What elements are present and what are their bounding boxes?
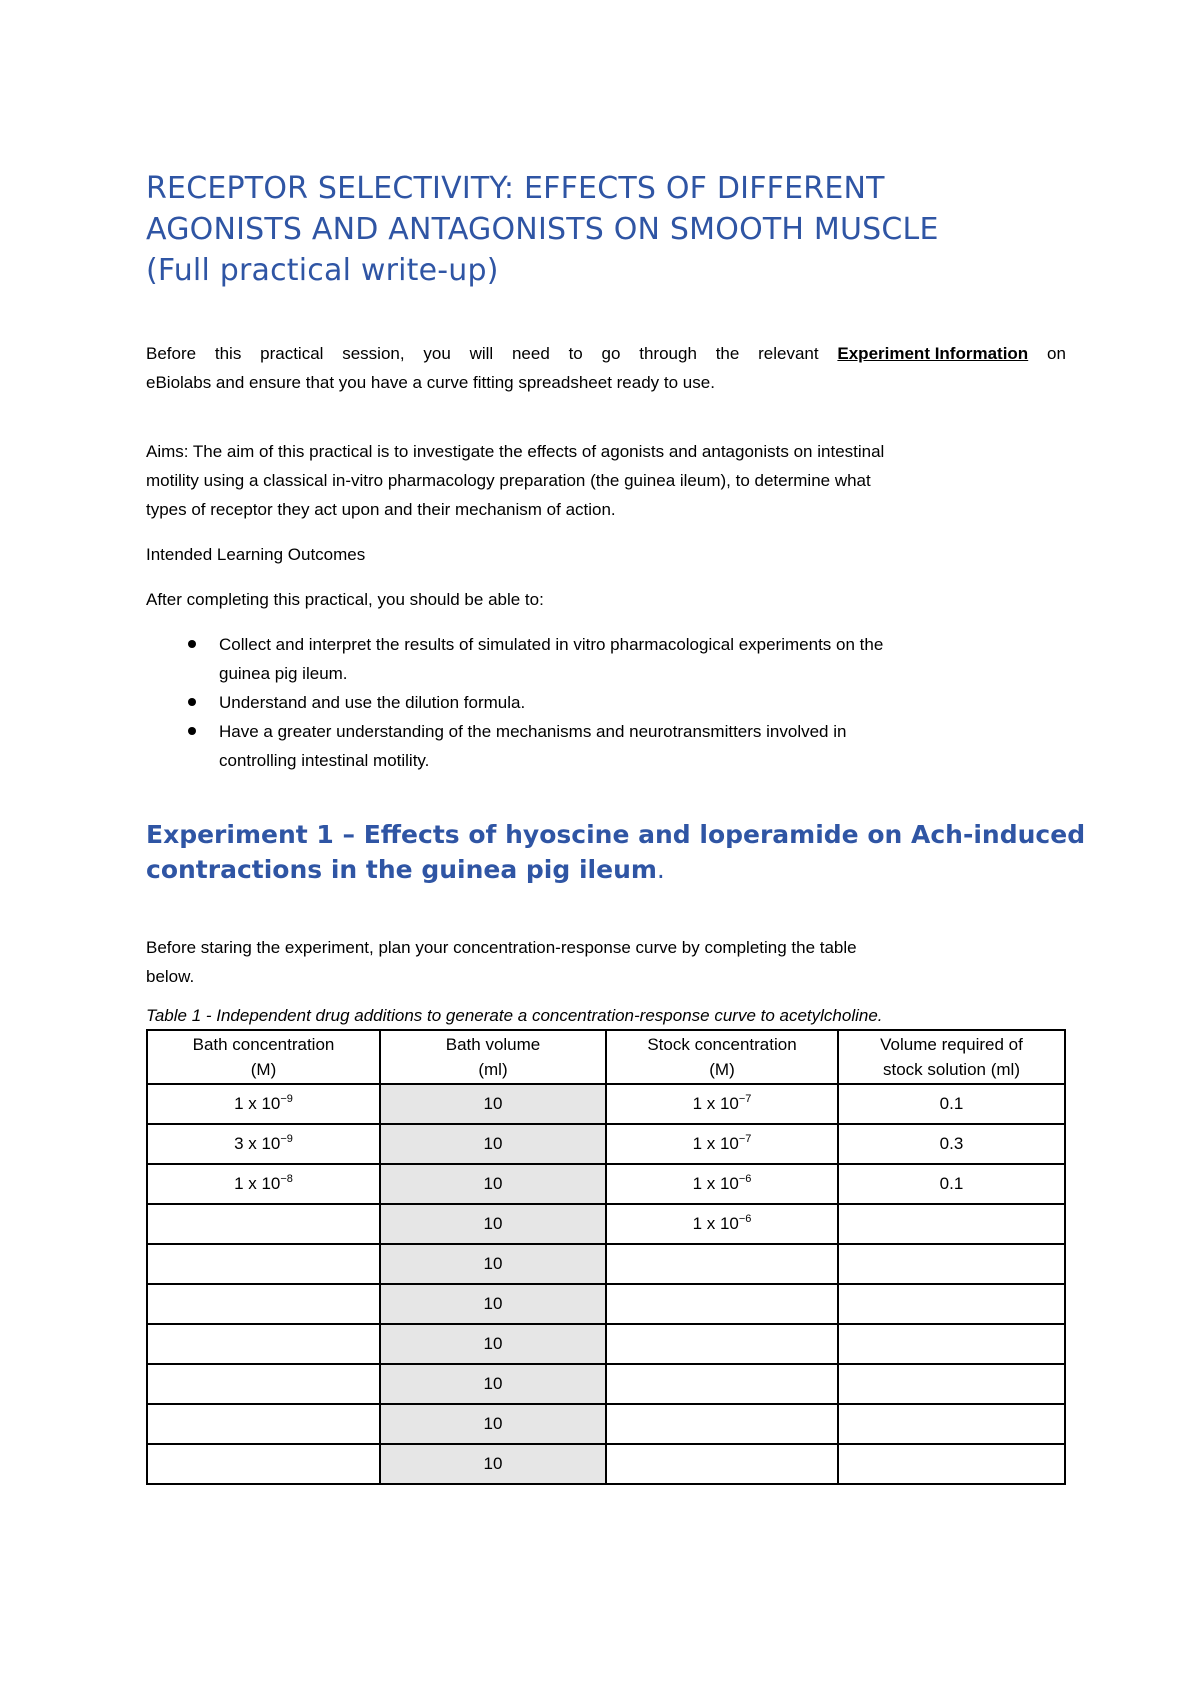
- value-mantissa: 3 x 10: [234, 1134, 281, 1153]
- plan-paragraph: [146, 933, 1066, 991]
- concentration-table: [146, 1029, 1066, 1485]
- header-stock-concentration: Stock concentration (M): [606, 1030, 838, 1084]
- document-title: [146, 168, 1066, 291]
- cell-volume-required: [838, 1204, 1065, 1244]
- table-row: [147, 1404, 1065, 1444]
- table-row: [147, 1084, 1065, 1124]
- cell-stock-concentration: [606, 1284, 838, 1324]
- value-exponent: −9: [280, 1133, 293, 1145]
- value-exponent: −9: [280, 1093, 293, 1105]
- outcome-list-item: [146, 717, 1066, 775]
- outcome-list-item: [146, 630, 1066, 688]
- value-exponent: −6: [738, 1173, 752, 1185]
- cell-bath-concentration: [147, 1084, 380, 1124]
- intro-word: go: [601, 344, 621, 363]
- cell-bath-concentration: [147, 1364, 380, 1404]
- table-row: [147, 1124, 1065, 1164]
- experiment-heading-line: Experiment 1 – Effects of hyoscine and loperamide on Ach-induced: [146, 820, 1086, 849]
- intro-word: need: [511, 344, 550, 363]
- value-mantissa: 1 x 10: [692, 1214, 739, 1233]
- table-body: [147, 1084, 1065, 1484]
- table-row: [147, 1444, 1065, 1484]
- value-mantissa: 1 x 10: [692, 1174, 739, 1193]
- experiment-information-link[interactable]: Experiment Information: [837, 344, 1029, 363]
- cell-stock-concentration: [606, 1124, 838, 1164]
- experiment-heading-text: contractions in the guinea pig ileum: [146, 855, 657, 884]
- aims-paragraph: [146, 437, 1066, 524]
- plan-line: Before staring the experiment, plan your concentration-response curve by completing the table: [146, 938, 857, 957]
- cell-bath-volume: 10: [380, 1324, 606, 1364]
- value-mantissa: 1 x 10: [234, 1174, 281, 1193]
- aims-line: motility using a classical in-vitro pharmacology preparation (the guinea ileum), to determine what: [146, 471, 871, 490]
- cell-volume-required: [838, 1444, 1065, 1484]
- intro-paragraph: [146, 339, 1066, 397]
- experiment-heading-period: .: [656, 855, 665, 884]
- outcome-text: Collect and interpret the results of simulated in vitro pharmacological experiments on the: [219, 635, 884, 654]
- outcomes-list: [146, 630, 1066, 775]
- intro-word: practical: [260, 344, 324, 363]
- cell-volume-required: 0.1: [838, 1164, 1065, 1204]
- header-bath-volume: Bath volume (ml): [380, 1030, 606, 1084]
- table-row: [147, 1204, 1065, 1244]
- cell-bath-concentration: [147, 1124, 380, 1164]
- cell-bath-volume: 10: [380, 1244, 606, 1284]
- value-mantissa: 1 x 10: [692, 1134, 739, 1153]
- cell-volume-required: [838, 1324, 1065, 1364]
- cell-bath-concentration: [147, 1204, 380, 1244]
- experiment-heading-line: [146, 852, 1066, 887]
- cell-bath-volume: 10: [380, 1084, 606, 1124]
- intro-word: Before: [146, 344, 197, 363]
- value-mantissa: 1 x 10: [692, 1094, 739, 1113]
- aims-line: Aims: The aim of this practical is to investigate the effects of agonists and antagonists on intestinal: [146, 442, 885, 461]
- intro-word: relevant: [758, 344, 819, 363]
- cell-bath-volume: 10: [380, 1284, 606, 1324]
- intro-word: the: [715, 344, 740, 363]
- value-exponent: −7: [738, 1093, 752, 1105]
- plan-line: below.: [146, 967, 195, 986]
- value-exponent: −8: [280, 1173, 293, 1185]
- outcomes-intro: After completing this practical, you should be able to:: [146, 590, 544, 609]
- cell-bath-concentration: [147, 1284, 380, 1324]
- cell-bath-concentration: [147, 1244, 380, 1284]
- cell-bath-volume: 10: [380, 1204, 606, 1244]
- cell-stock-concentration: [606, 1204, 838, 1244]
- outcome-list-item: [146, 688, 1066, 717]
- intro-word: through: [639, 344, 697, 363]
- table-row: [147, 1164, 1065, 1204]
- table-caption: Table 1 - Independent drug additions to generate a concentration-response curve to acetylcholine.: [146, 1006, 883, 1025]
- table-row: [147, 1284, 1065, 1324]
- intro-line: [146, 339, 1066, 368]
- cell-stock-concentration: [606, 1244, 838, 1284]
- cell-volume-required: [838, 1404, 1065, 1444]
- table-header-row: [147, 1030, 1065, 1084]
- cell-bath-volume: 10: [380, 1444, 606, 1484]
- cell-stock-concentration: [606, 1084, 838, 1124]
- cell-bath-volume: 10: [380, 1124, 606, 1164]
- cell-bath-concentration: [147, 1164, 380, 1204]
- value-mantissa: 1 x 10: [234, 1094, 281, 1113]
- value-exponent: −6: [738, 1213, 752, 1225]
- bullet-icon: [188, 727, 196, 735]
- cell-bath-concentration: [147, 1324, 380, 1364]
- cell-stock-concentration: [606, 1404, 838, 1444]
- cell-stock-concentration: [606, 1444, 838, 1484]
- header-bath-concentration: Bath concentration (M): [147, 1030, 380, 1084]
- header-volume-required: Volume required of stock solution (ml): [838, 1030, 1065, 1084]
- title-line: RECEPTOR SELECTIVITY: EFFECTS OF DIFFERENT: [146, 171, 885, 206]
- cell-bath-volume: 10: [380, 1164, 606, 1204]
- title-line: AGONISTS AND ANTAGONISTS ON SMOOTH MUSCLE: [146, 212, 939, 247]
- intro-word: to: [568, 344, 583, 363]
- cell-volume-required: [838, 1364, 1065, 1404]
- cell-volume-required: 0.3: [838, 1124, 1065, 1164]
- bullet-icon: [188, 698, 196, 706]
- table-row: [147, 1364, 1065, 1404]
- cell-stock-concentration: [606, 1364, 838, 1404]
- cell-bath-concentration: [147, 1404, 380, 1444]
- cell-bath-volume: 10: [380, 1404, 606, 1444]
- intro-word: this: [214, 344, 242, 363]
- value-exponent: −7: [738, 1133, 752, 1145]
- title-subtitle: (Full practical write-up): [146, 253, 499, 288]
- outcome-text: guinea pig ileum.: [219, 664, 348, 683]
- aims-line: types of receptor they act upon and their mechanism of action.: [146, 500, 616, 519]
- cell-volume-required: 0.1: [838, 1084, 1065, 1124]
- cell-stock-concentration: [606, 1164, 838, 1204]
- experiment-1-heading: [146, 817, 1086, 887]
- outcome-text: Understand and use the dilution formula.: [219, 693, 526, 712]
- outcome-text: controlling intestinal motility.: [219, 751, 430, 770]
- cell-volume-required: [838, 1244, 1065, 1284]
- intro-word: on: [1046, 344, 1066, 363]
- intro-word: will: [469, 344, 494, 363]
- outcome-text: Have a greater understanding of the mechanisms and neurotransmitters involved in: [219, 722, 847, 741]
- document-content: [146, 168, 1086, 1485]
- table-row: [147, 1244, 1065, 1284]
- learning-outcomes-heading: Intended Learning Outcomes: [146, 545, 366, 564]
- intro-word: you: [423, 344, 451, 363]
- cell-volume-required: [838, 1284, 1065, 1324]
- intro-word: session,: [342, 344, 405, 363]
- cell-bath-volume: 10: [380, 1364, 606, 1404]
- bullet-icon: [188, 640, 196, 648]
- cell-stock-concentration: [606, 1324, 838, 1364]
- table-row: [147, 1324, 1065, 1364]
- cell-bath-concentration: [147, 1444, 380, 1484]
- intro-line: eBiolabs and ensure that you have a curve fitting spreadsheet ready to use.: [146, 373, 715, 392]
